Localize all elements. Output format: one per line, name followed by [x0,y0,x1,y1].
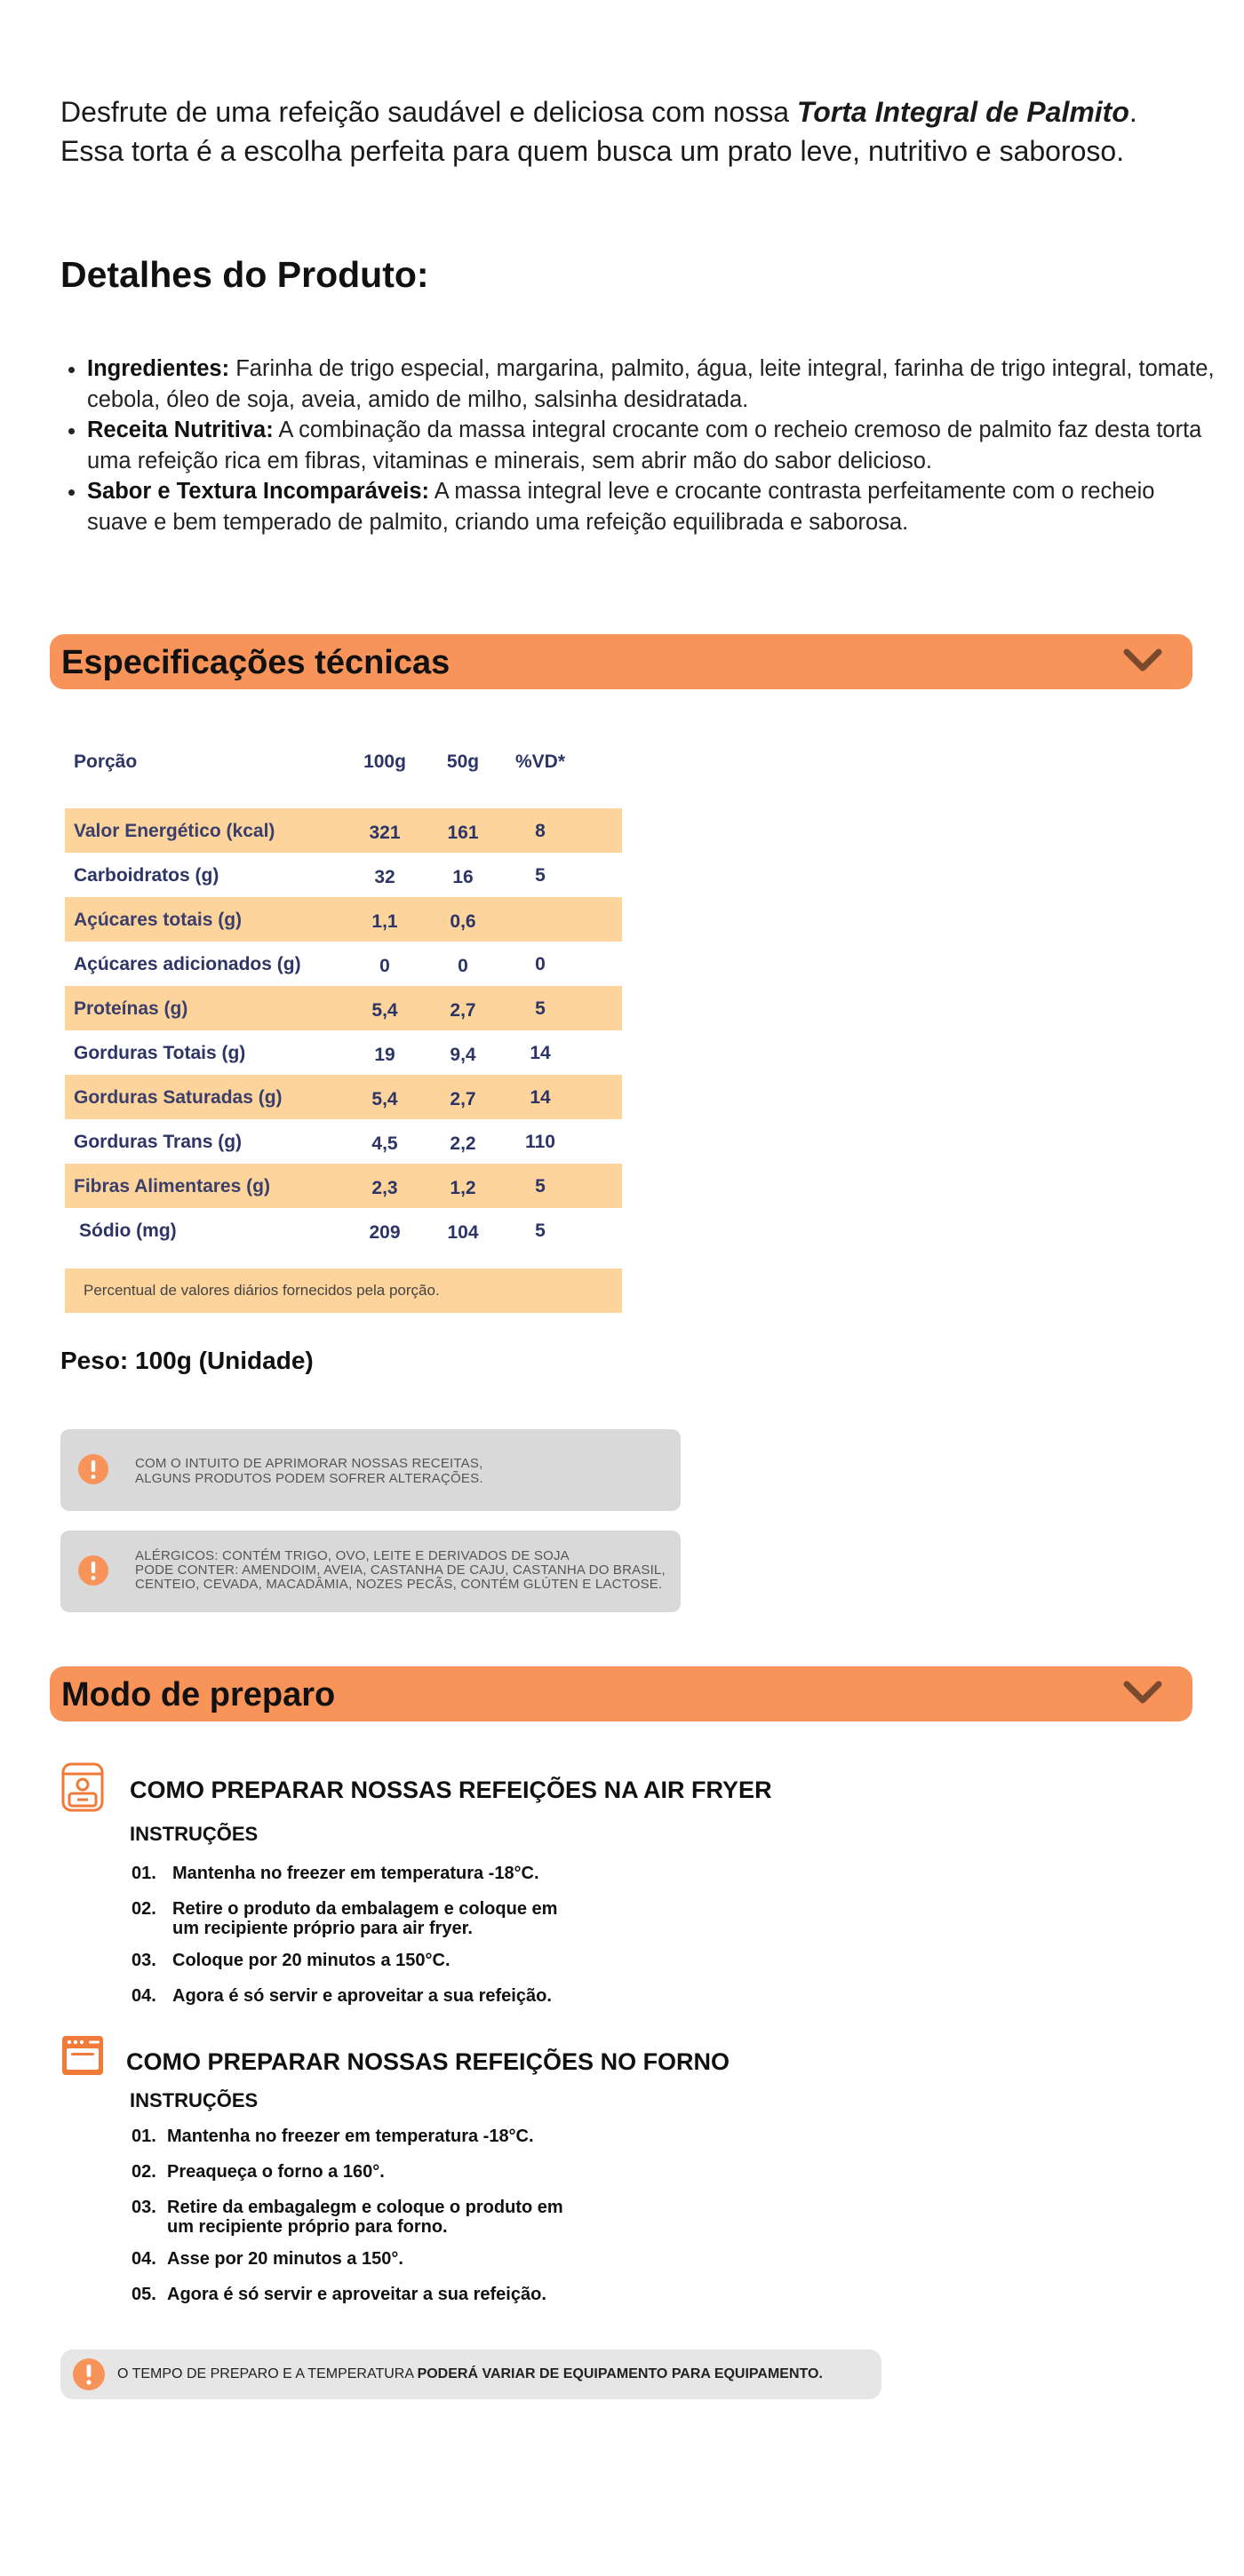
cell-100g: 19 [374,1045,395,1065]
cell-vd: 8 [535,821,546,841]
header-vd: %VD* [514,751,566,772]
item-text: A combinação da massa integral crocante com o recheio cremoso de palmito faz desta torta uma refeição rica em fibras, vitaminas e minerais, sem abrir mão do sabor delicioso. [87,417,1202,473]
step-line: Retire da embagalegm e coloque o produto em [167,2198,563,2217]
notice-line: CENTEIO, CEVADA, MACADÂMIA, NOZES PECÃS, CONTÉM GLÚTEN E LACTOSE. [135,1577,663,1592]
step-number: 02. [132,2162,156,2182]
cell-50g: 161 [447,823,479,843]
item-text: Farinha de trigo especial, margarina, palmito, água, leite integral, farinha de trigo integral, tomate, cebola, óleo de soja, aveia, amido de milho, salsinha desidratada. [87,356,1215,412]
step-text: Coloque por 20 minutos a 150°C. [172,1951,451,1970]
prep-variation-notice [60,2349,881,2399]
header-50g: 50g [446,751,480,772]
specs-title: Especificações técnicas [61,644,451,681]
cell-100g: 321 [369,823,401,843]
step-line: um recipiente próprio para air fryer. [172,1919,473,1938]
cell-label: Açúcares totais (g) [74,910,243,930]
notice-line: ALÉRGICOS: CONTÉM TRIGO, OVO, LEITE E DERIVADOS DE SOJA [135,1548,570,1563]
notice-line: ALGUNS PRODUTOS PODEM SOFRER ALTERAÇÕES. [135,1471,483,1486]
table-row [65,986,622,1030]
cell-vd: 14 [530,1043,551,1063]
cell-100g: 0 [379,956,390,976]
airfryer-title: COMO PREPARAR NOSSAS REFEIÇÕES NA AIR FRYER [130,1777,772,1803]
cell-50g: 104 [447,1222,479,1243]
product-name: Torta Integral de Palmito [796,96,1129,128]
cell-label: Carboidratos (g) [74,865,219,886]
cell-vd: 5 [535,998,546,1019]
chevron-down-icon[interactable] [1123,648,1162,673]
step-text: Mantenha no freezer em temperatura -18°C. [172,1864,539,1883]
details-heading: Detalhes do Produto: [60,254,429,295]
specs-accordion-header[interactable] [50,634,1192,689]
item-label: Receita Nutritiva: [87,417,274,442]
cell-100g: 5,4 [371,1000,398,1021]
intro-text-after: . Essa torta é a escolha perfeita para quem busca um prato leve, nutritivo e saboroso. [60,96,1137,167]
list-item [87,354,1216,415]
cell-vd: 5 [535,1220,546,1241]
exclamation-icon [78,1454,108,1484]
step-text: Mantenha no freezer em temperatura -18°C. [167,2127,534,2146]
list-item [87,476,1216,537]
oven-title: COMO PREPARAR NOSSAS REFEIÇÕES NO FORNO [126,2048,730,2075]
list-item [87,415,1216,476]
cell-label: Gorduras Trans (g) [74,1132,243,1152]
recipe-change-notice [60,1429,681,1511]
step-number: 05. [132,2285,156,2304]
cell-label: Proteínas (g) [74,998,188,1019]
cell-50g: 2,7 [450,1000,476,1021]
step-number: 04. [132,1986,156,2006]
table-header [65,741,622,776]
cell-vd: 5 [535,865,546,886]
exclamation-icon [73,2358,105,2390]
table-row [65,1164,622,1208]
table-row [65,1030,622,1075]
cell-50g: 0,6 [450,911,476,932]
cell-50g: 2,7 [450,1089,476,1109]
cell-vd: 14 [530,1087,551,1108]
exclamation-icon [78,1555,108,1586]
cell-50g: 16 [452,867,474,887]
step-line: um recipiente próprio para forno. [167,2217,448,2237]
cell-100g: 1,1 [371,911,398,932]
step-text: Preaqueça o forno a 160°. [167,2162,385,2182]
air-fryer-icon [60,1761,105,1813]
cell-label: Gorduras Totais (g) [74,1043,246,1063]
cell-label: Valor Energético (kcal) [74,821,275,841]
cell-100g: 209 [369,1222,401,1243]
table-row [65,897,622,942]
table-row [65,1208,622,1252]
header-100g: 100g [363,751,406,772]
cell-label: Fibras Alimentares (g) [74,1176,270,1197]
chevron-down-icon[interactable] [1123,1681,1162,1705]
details-list [60,354,1216,537]
cell-50g: 9,4 [450,1045,476,1065]
footnote-text: Percentual de valores diários fornecidos pela porção. [84,1282,440,1299]
cell-100g: 2,3 [371,1178,398,1198]
step-number: 02. [132,1899,156,1919]
table-row [65,1119,622,1164]
step-number: 04. [132,2249,156,2269]
step-text: Agora é só servir e aproveitar a sua refeição. [172,1986,552,2006]
notice-text-regular: O TEMPO DE PREPARO E A TEMPERATURA [117,2366,418,2381]
cell-100g: 5,4 [371,1089,398,1109]
item-text: A massa integral leve e crocante contrasta perfeitamente com o recheio suave e bem temperado de palmito, criando uma refeição equilibrada e saborosa. [87,479,1155,535]
intro-text-before: Desfrute de uma refeição saudável e deliciosa com nossa [60,96,797,128]
cell-50g: 2,2 [450,1133,476,1154]
table-row [65,942,622,986]
item-label: Sabor e Textura Incomparáveis: [87,479,430,504]
cell-label: Açúcares adicionados (g) [74,954,301,974]
product-weight: Peso: 100g (Unidade) [60,1347,314,1374]
notice-line: COM O INTUITO DE APRIMORAR NOSSAS RECEITAS, [135,1456,483,1471]
step-number: 01. [132,1864,156,1883]
cell-label: Gorduras Saturadas (g) [74,1087,283,1108]
oven-instructions-label: INSTRUÇÕES [130,2089,259,2111]
cell-50g: 0 [458,956,468,976]
table-row [65,853,622,897]
cell-label: Sódio (mg) [79,1220,177,1241]
cell-vd: 5 [535,1176,546,1197]
allergen-notice [60,1530,681,1612]
notice-text [135,1549,666,1592]
step-text [172,1899,652,1938]
step-number: 03. [132,2198,156,2217]
step-text: Asse por 20 minutos a 150°. [167,2249,403,2269]
notice-text [135,1456,483,1486]
notice-text-bold: PODERÁ VARIAR DE EQUIPAMENTO PARA EQUIPAMENTO. [417,2366,823,2381]
table-footnote [65,1268,622,1313]
table-row [65,808,622,853]
cell-vd: 110 [525,1132,555,1152]
oven-icon [60,2034,105,2077]
prep-accordion-header[interactable] [50,1666,1192,1721]
step-text [167,2198,647,2237]
cell-100g: 32 [374,867,395,887]
item-label: Ingredientes: [87,356,230,381]
notice-line: PODE CONTER: AMENDOIM, AVEIA, CASTANHA DE CAJU, CASTANHA DO BRASIL, [135,1562,666,1578]
step-line: Retire o produto da embalagem e coloque em [172,1899,558,1919]
intro-paragraph [60,92,1162,171]
step-number: 01. [132,2127,156,2146]
header-porcao: Porção [74,751,138,772]
cell-100g: 4,5 [371,1133,398,1154]
table-row [65,1075,622,1119]
step-number: 03. [132,1951,156,1970]
prep-title: Modo de preparo [61,1676,336,1713]
cell-vd: 0 [535,954,546,974]
notice-text [117,2366,823,2382]
airfryer-instructions-label: INSTRUÇÕES [130,1823,259,1845]
cell-50g: 1,2 [450,1178,476,1198]
step-text: Agora é só servir e aproveitar a sua refeição. [167,2285,546,2304]
